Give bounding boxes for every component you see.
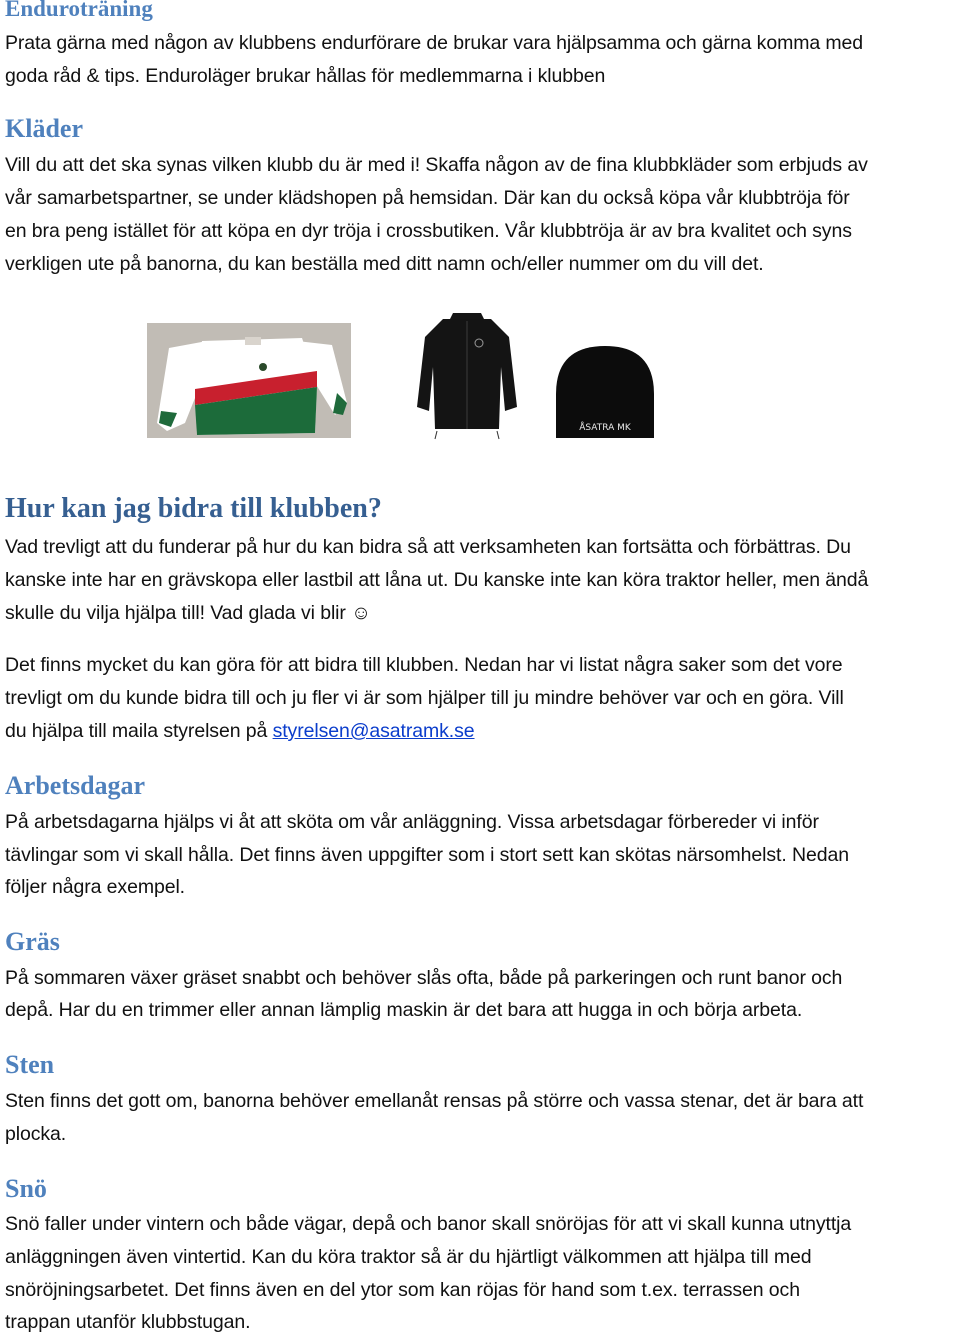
text-line: Vad trevligt att du funderar på hur du kan bidra så att verksamheten kan fortsätta och förbättras. Du (5, 536, 851, 558)
text-line: plocka. (5, 1123, 67, 1145)
mail-line (5, 719, 475, 743)
text-line: På arbetsdagarna hjälps vi åt att sköta om vår anläggning. Vissa arbetsdagar förbereder vi inför (5, 811, 819, 833)
text-line: skulle du vilja hjälpa till! Vad glada vi blir ☺ (5, 602, 371, 624)
text-line: anläggningen även vintertid. Kan du köra traktor så är du hjärtligt välkommen att hjälpa till med (5, 1246, 812, 1268)
text-line: På sommaren växer gräset snabbt och behöver slås ofta, både på parkeringen och runt banor och (5, 967, 843, 989)
heading-endurotraning: Enduroträning (5, 0, 153, 21)
text-line: Snö faller under vintern och både vägar, depå och banor skall snöröjas för att vi skall kunna utnyttja (5, 1213, 852, 1235)
text-line: verkligen ute på banorna, du kan beställa med ditt namn och/eller nummer om du vill det. (5, 253, 764, 275)
heading-bidra: Hur kan jag bidra till klubben? (5, 493, 382, 524)
text-line: en bra peng istället för att köpa en dyr tröja i crossbutiken. Vår klubbtröja är av bra kvalitet och syns (5, 220, 852, 242)
jacket-image (413, 307, 521, 445)
text-line: trappan utanför klubbstugan. (5, 1311, 251, 1333)
text-line: följer några exempel. (5, 876, 185, 898)
heading-sno: Snö (5, 1174, 47, 1203)
heading-arbetsdagar: Arbetsdagar (5, 771, 146, 800)
text-line: Vill du att det ska synas vilken klubb du är med i! Skaffa någon av de fina klubbkläder som erbjuds av (5, 154, 868, 176)
mail-prefix: du hjälpa till maila styrelsen på (5, 720, 273, 742)
text-line: snöröjningsarbetet. Det finns även en del ytor som kan röjas för hand som t.ex. terrassen och (5, 1279, 800, 1301)
heading-klader: Kläder (5, 114, 83, 143)
text-line: goda råd & tips. Enduroläger brukar hållas för medlemmarna i klubben (5, 65, 606, 87)
text-line: vår samarbetspartner, se under klädshopen på hemsidan. Där kan du också köpa vår klubbtröja för (5, 187, 850, 209)
text-line: Det finns mycket du kan göra för att bidra till klubben. Nedan har vi listat några saker som det vore (5, 654, 843, 676)
heading-gras: Gräs (5, 927, 60, 956)
text-line: kanske inte har en grävskopa eller lastbil att låna ut. Du kanske inte kan köra traktor heller, men ändå (5, 569, 869, 591)
text-line: trevligt om du kunde bidra till och ju fler vi är som hjälper till ju mindre behöver var och en göra. Vill (5, 687, 844, 709)
text-line: Sten finns det gott om, banorna behöver emellanåt rensas på större och vassa stenar, det är bara att (5, 1090, 864, 1112)
heading-sten: Sten (5, 1050, 55, 1079)
mail-link[interactable]: styrelsen@asatramk.se (272, 720, 475, 742)
beanie-label: ÅSATRA MK (579, 423, 631, 433)
beanie-image (552, 344, 658, 440)
text-line: depå. Har du en trimmer eller annan lämplig maskin är det bara att hugga in och börja arbeta. (5, 999, 803, 1021)
club-shirt-image (147, 323, 351, 438)
text-line: tävlingar som vi skall hålla. Det finns även uppgifter som i stort sett kan skötas närsomhelst. Nedan (5, 844, 849, 866)
text-line: Prata gärna med någon av klubbens endurförare de brukar vara hjälpsamma och gärna komma med (5, 32, 864, 54)
